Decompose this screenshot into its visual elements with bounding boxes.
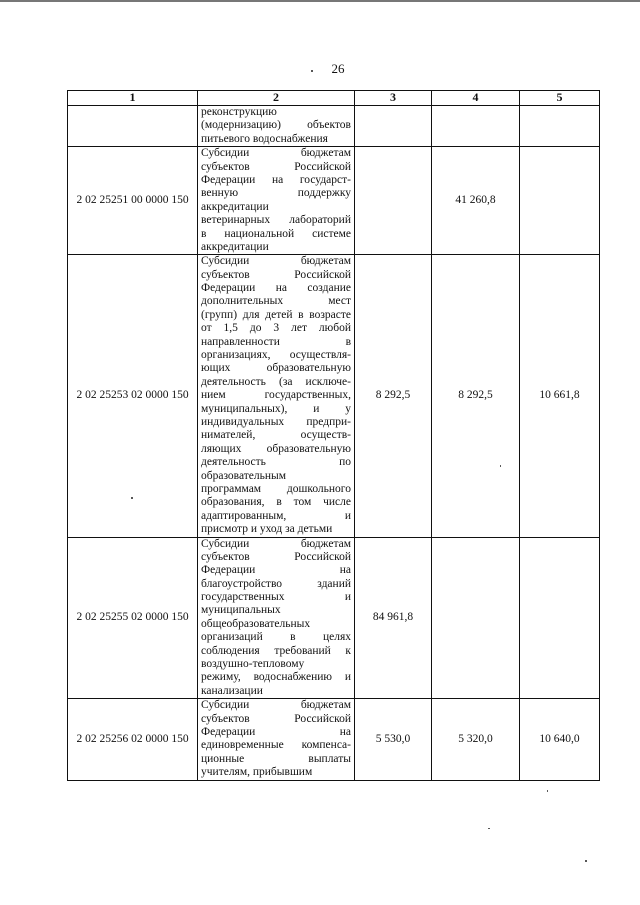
- description-cell: [198, 147, 355, 255]
- description-line: дополнительных мест: [201, 295, 351, 308]
- description-line: единовременные компенса-: [201, 739, 351, 752]
- amount-col-3: 84 961,8: [355, 537, 432, 699]
- description-line: учителям, прибывшим: [201, 766, 313, 779]
- description-cell: [198, 255, 355, 537]
- description-line: организаций в целях: [201, 631, 351, 644]
- table-header-row: [68, 91, 600, 106]
- header-col-3: 3: [355, 91, 432, 106]
- amount-col-4: 8 292,5: [432, 255, 520, 537]
- description-line: от 1,5 до 3 лет любой: [201, 322, 351, 335]
- description-line: Субсидии бюджетам: [201, 699, 351, 712]
- description-line: муниципальных: [201, 604, 281, 617]
- description-line: субъектов Российской: [201, 268, 351, 281]
- description-line: Субсидии бюджетам: [201, 537, 351, 550]
- amount-col-4: [432, 106, 520, 147]
- scan-speck: [131, 497, 133, 499]
- description-line: образования, в том числе: [201, 496, 351, 509]
- description-line: в национальной системе: [201, 227, 351, 240]
- description-line: Федерации на: [201, 725, 351, 738]
- description-line: реконструкцию: [201, 106, 277, 118]
- amount-col-5: [520, 147, 600, 255]
- header-col-2: 2: [198, 91, 355, 106]
- header-col-1: 1: [68, 91, 198, 106]
- table-row: [68, 106, 600, 147]
- description-line: ляющих образовательную: [201, 442, 351, 455]
- table-row: [68, 699, 600, 780]
- amount-col-3: 5 530,0: [355, 699, 432, 780]
- table-row: [68, 537, 600, 699]
- scan-speck: [488, 828, 490, 829]
- amount-col-5: [520, 537, 600, 699]
- description-line: (модернизацию) объектов: [201, 119, 351, 132]
- page-number: 26: [331, 61, 345, 76]
- description-line: Федерации на создание: [201, 282, 351, 295]
- scan-speck: [547, 790, 548, 792]
- table-row: [68, 147, 600, 255]
- amount-col-4: 5 320,0: [432, 699, 520, 780]
- description-line: режиму, водоснабжению и: [201, 671, 351, 684]
- description-line: направленности в: [201, 335, 351, 348]
- description-line: организациях, осуществля-: [201, 349, 351, 362]
- budget-code: 2 02 25251 00 0000 150: [68, 147, 198, 255]
- amount-col-3: 8 292,5: [355, 255, 432, 537]
- description-line: ционные выплаты: [201, 752, 351, 765]
- amount-col-5: 10 640,0: [520, 699, 600, 780]
- description-line: субъектов Российской: [201, 160, 351, 173]
- description-line: Федерации на: [201, 564, 351, 577]
- description-line: общеобразовательных: [201, 617, 311, 630]
- description-line: нием государственных,: [201, 389, 351, 402]
- description-line: канализации: [201, 684, 263, 697]
- description-line: питьевого водоснабжения: [201, 132, 328, 145]
- description-line: воздушно-тепловому: [201, 658, 305, 671]
- amount-col-5: [520, 106, 600, 147]
- header-col-4: 4: [432, 91, 520, 106]
- scan-speck: [311, 70, 313, 72]
- amount-col-4: [432, 537, 520, 699]
- description-line: венную поддержку: [201, 187, 351, 200]
- description-line: ветеринарных лабораторий: [201, 214, 351, 227]
- amount-col-5: 10 661,8: [520, 255, 600, 537]
- description-line: Субсидии бюджетам: [201, 147, 351, 160]
- description-line: деятельность (за исключе-: [201, 375, 351, 388]
- description-line: (групп) для детей в возрасте: [201, 308, 351, 321]
- description-line: индивидуальных предпри-: [201, 415, 351, 428]
- scan-speck: [585, 860, 587, 862]
- description-line: муниципальных), и у: [201, 402, 351, 415]
- budget-table: [67, 90, 600, 781]
- budget-code: 2 02 25253 02 0000 150: [68, 255, 198, 537]
- budget-code: 2 02 25255 02 0000 150: [68, 537, 198, 699]
- description-line: присмотр и уход за детьми: [201, 523, 333, 536]
- budget-code: 2 02 25256 02 0000 150: [68, 699, 198, 780]
- scan-speck: [500, 465, 501, 467]
- description-cell: [198, 699, 355, 780]
- description-line: субъектов Российской: [201, 712, 351, 725]
- description-cell: [198, 106, 355, 147]
- page-top-edge: [0, 0, 640, 2]
- amount-col-3: [355, 106, 432, 147]
- description-line: государственных и: [201, 591, 351, 604]
- description-line: соблюдения требований к: [201, 644, 351, 657]
- description-line: Федерации на государст-: [201, 173, 351, 186]
- description-line: благоустройство зданий: [201, 577, 351, 590]
- amount-col-3: [355, 147, 432, 255]
- description-line: Субсидии бюджетам: [201, 255, 351, 268]
- description-line: нимателей, осуществ-: [201, 429, 351, 442]
- description-line: программам дошкольного: [201, 482, 351, 495]
- table-row: [68, 255, 600, 537]
- amount-col-4: 41 260,8: [432, 147, 520, 255]
- description-line: аккредитации: [201, 240, 269, 253]
- header-col-5: 5: [520, 91, 600, 106]
- description-line: адаптированным, и: [201, 509, 351, 522]
- description-line: субъектов Российской: [201, 550, 351, 563]
- budget-code: [68, 106, 198, 147]
- description-cell: [198, 537, 355, 699]
- description-line: образовательным: [201, 469, 287, 482]
- description-line: деятельность по: [201, 456, 351, 469]
- description-line: аккредитации: [201, 200, 269, 213]
- description-line: ющих образовательную: [201, 362, 351, 375]
